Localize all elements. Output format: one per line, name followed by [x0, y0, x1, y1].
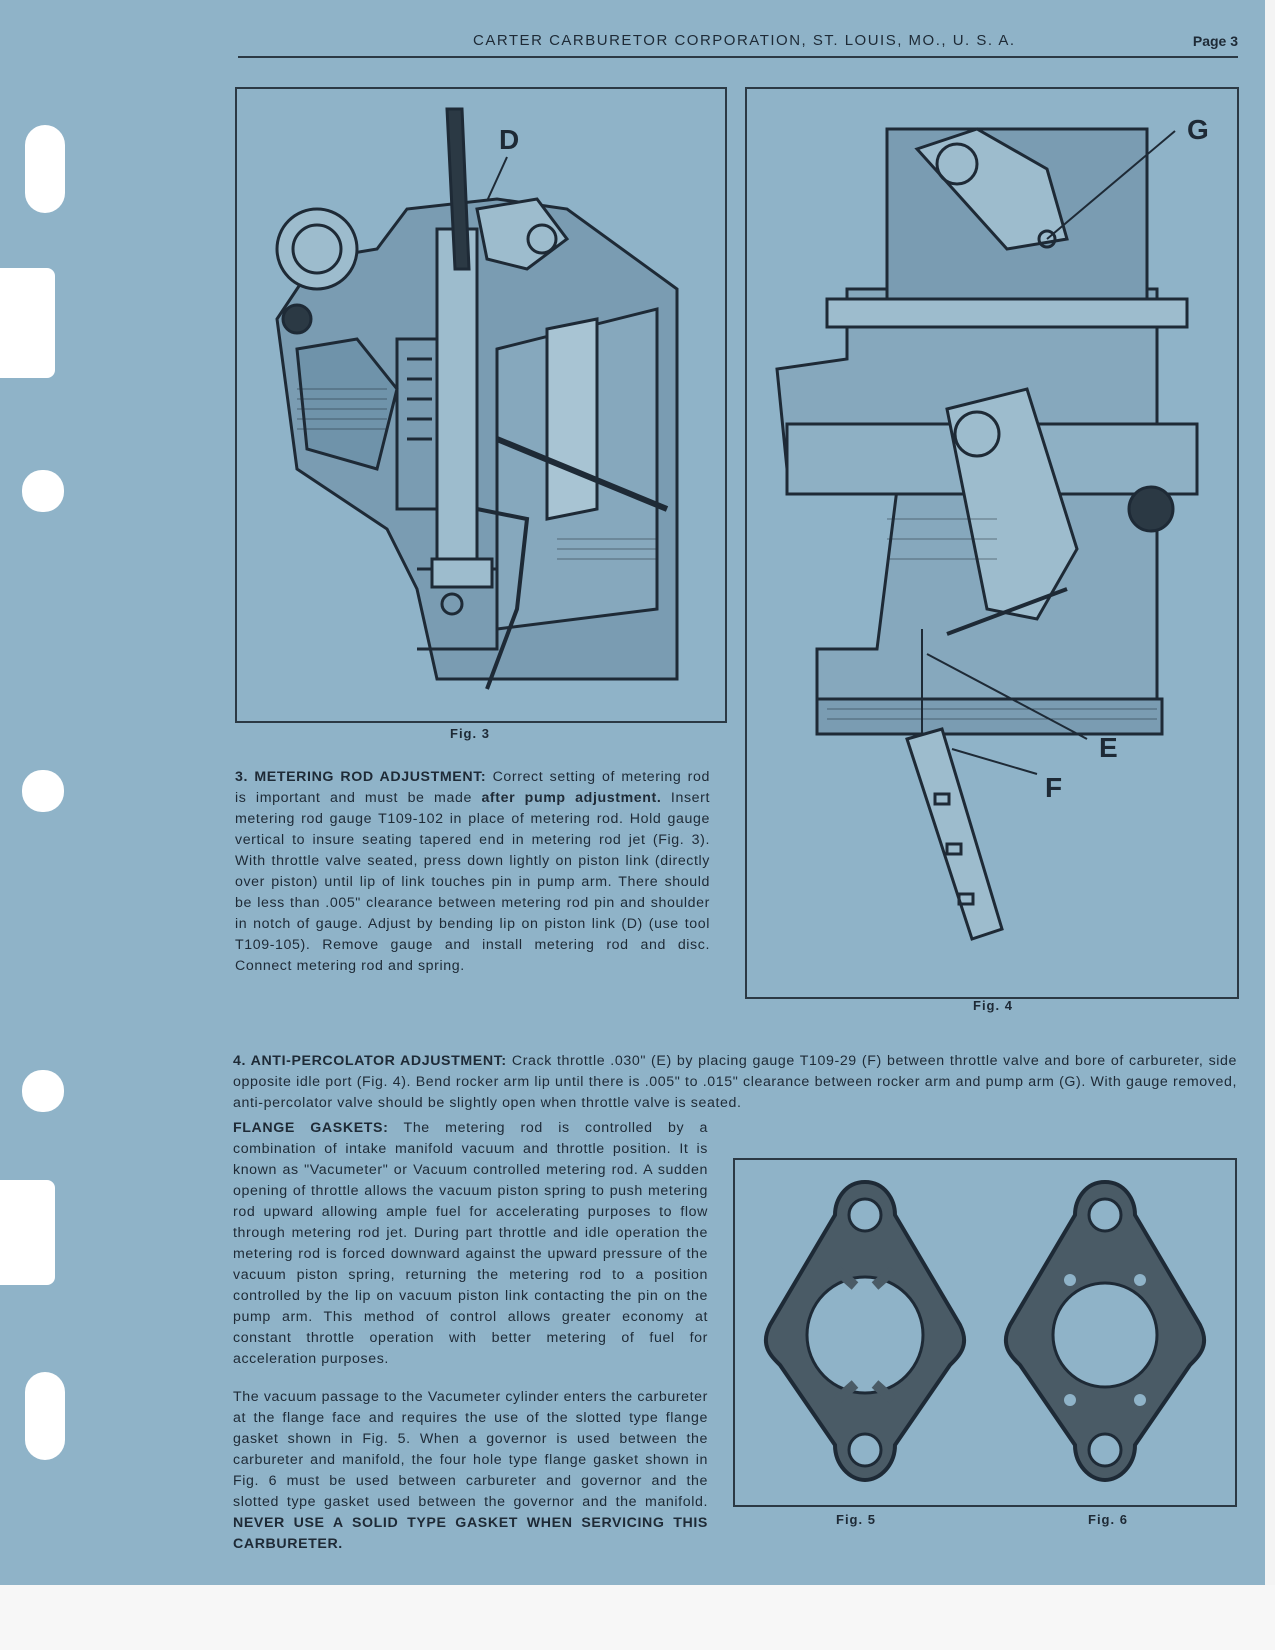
scan-bottom-margin — [0, 1585, 1275, 1650]
flange-gaskets-paragraph — [233, 1118, 708, 1370]
four-hole-gasket — [1006, 1182, 1204, 1480]
figure-5-6-frame — [733, 1158, 1237, 1507]
anti-percolator-text-2: between throttle valve and bore of carbureter, side opposite idle port (Fig. 4). Bend rocker arm lip until there is .005" to .015" clearance between rocker arm and pump arm (G). With gauge removed, anti-percolator valve should be slightly open when throttle valve is seated. — [233, 1053, 1238, 1111]
anti-percolator-paragraph — [233, 1051, 1237, 1114]
tab-notch — [0, 1180, 55, 1285]
callout-f-leader — [952, 749, 1037, 774]
metering-rod-text-2: Insert metering rod gauge T109-102 in place of metering rod. Hold gauge vertical to insure seating tapered end in metering rod jet (Fig. 3). With throttle valve seated, press down lightly on piston link (directly over piston) until lip of link touches pin in pump arm. There should be less than .005" clearance between metering rod pin and shoulder in notch of gauge. Adjust by bending lip on piston link (D) (use tool T109-105). Remove gauge and install metering rod and disc. Connect metering rod and spring. — [235, 790, 710, 974]
figure-4-frame — [745, 87, 1239, 999]
figure-6-caption: Fig. 6 — [1088, 1512, 1128, 1527]
metering-rod-paragraph — [235, 767, 710, 977]
binder-hole — [22, 770, 64, 812]
figure-3-caption: Fig. 3 — [450, 726, 490, 741]
figure-3-frame — [235, 87, 727, 723]
gasket-illustrations — [735, 1160, 1235, 1505]
binder-hole — [22, 470, 64, 512]
vacuum-passage-text: The vacuum passage to the Vacumeter cylinder enters the carbureter at the flange face and requires the use of the slotted type flange gasket shown in Fig. 5. When a governor is used between the carbureter and manifold, the four hole type flange gasket shown in Fig. 6 must be used between carbureter and governor and the slotted type gasket used between the governor and the manifold. — [233, 1389, 708, 1510]
binder-hole — [22, 1070, 64, 1112]
callout-g: G — [1187, 114, 1209, 145]
figure-5-caption: Fig. 5 — [836, 1512, 876, 1527]
binder-hole — [25, 125, 65, 213]
vacuum-passage-paragraph — [233, 1387, 708, 1555]
callout-d: D — [499, 124, 520, 155]
callout-f: F — [1045, 772, 1063, 803]
header-title: CARTER CARBURETOR CORPORATION, ST. LOUIS, MO., U. S. A. — [473, 32, 1016, 49]
binder-hole — [25, 1372, 65, 1460]
anti-percolator-text-1: Crack throttle .030" (E) by placing gauge T109-29 (F) — [511, 1053, 882, 1069]
metering-rod-heading: 3. METERING ROD ADJUSTMENT: — [235, 769, 487, 785]
tab-notch — [0, 268, 55, 378]
slotted-gasket — [766, 1182, 964, 1480]
page-header — [238, 30, 1238, 58]
anti-percolator-heading: 4. ANTI-PERCOLATOR ADJUSTMENT: — [233, 1053, 507, 1069]
right-page-edge — [1265, 0, 1275, 1650]
figure-3-illustration — [237, 89, 725, 721]
metering-rod-emphasis: after pump adjustment. — [481, 790, 662, 806]
callout-d-leader — [487, 157, 507, 201]
flange-gaskets-text: The metering rod is controlled by a combination of intake manifold vacuum and throttle position. It is known as "Vacumeter" or Vacuum controlled metering rod. A sudden opening of throttle allows the vacuum piston spring to push metering rod upward allowing ample fuel for accelerating purposes to flow through metering rod jet. During part throttle and idle operation the metering rod is forced downward against the upward pressure of the vacuum piston spring, returning the metering rod to a position controlled by the lip on vacuum piston link contacting the pin on the pump arm. This method of control allows greater economy at constant throttle operation with better metering of fuel for acceleration purposes. — [233, 1120, 708, 1367]
solid-gasket-warning: NEVER USE A SOLID TYPE GASKET WHEN SERVICING THIS CARBURETER. — [233, 1515, 708, 1552]
figure-4-illustration — [747, 89, 1237, 997]
figure-4-caption: Fig. 4 — [973, 998, 1013, 1013]
callout-e: E — [1099, 732, 1118, 763]
metering-rod-text-1: Correct setting of metering rod is important and must be made — [235, 769, 710, 806]
flange-gaskets-heading: FLANGE GASKETS: — [233, 1120, 389, 1136]
page-number: Page 3 — [1192, 33, 1238, 49]
